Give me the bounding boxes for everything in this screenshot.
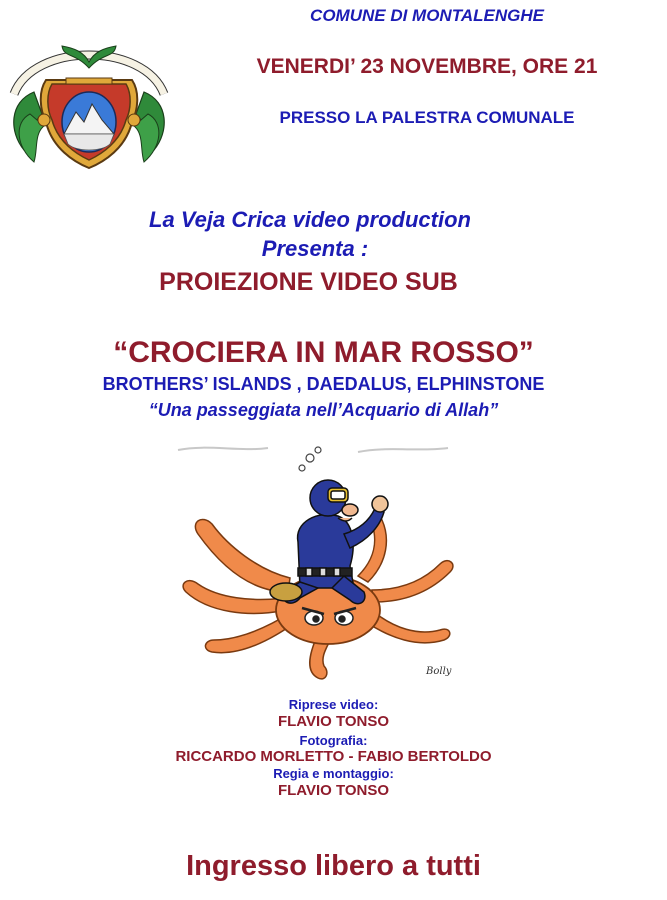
credit-role-photography: Fotografia: bbox=[299, 733, 368, 748]
film-title: “CROCIERA IN MAR ROSSO” bbox=[113, 336, 534, 369]
production-company: La Veja Crica video production bbox=[149, 207, 471, 232]
diver-on-octopus-illustration bbox=[168, 442, 468, 686]
comune-crest-logo bbox=[4, 22, 174, 174]
event-venue: PRESSO LA PALESTRA COMUNALE bbox=[279, 108, 575, 127]
film-subtitle: “Una passeggiata nell’Acquario di Allah” bbox=[148, 400, 499, 420]
presents-label: Presenta : bbox=[261, 236, 369, 261]
credit-name-photography: RICCARDO MORLETTO - FABIO BERTOLDO bbox=[175, 748, 492, 765]
free-entry-notice: Ingresso libero a tutti bbox=[186, 850, 481, 882]
comune-name: COMUNE DI MONTALENGHE bbox=[310, 6, 544, 25]
credit-role-video: Riprese video: bbox=[288, 697, 379, 712]
credit-role-direction: Regia e montaggio: bbox=[273, 766, 394, 781]
credit-name-direction: FLAVIO TONSO bbox=[277, 782, 390, 799]
event-date-time: VENERDI’ 23 NOVEMBRE, ORE 21 bbox=[256, 55, 598, 78]
credit-name-video: FLAVIO TONSO bbox=[277, 713, 390, 730]
film-locations: BROTHERS’ ISLANDS , DAEDALUS, ELPHINSTONE bbox=[102, 374, 545, 394]
illustrator-signature: Bolly bbox=[426, 666, 452, 677]
event-type-heading: PROIEZIONE VIDEO SUB bbox=[159, 268, 458, 296]
